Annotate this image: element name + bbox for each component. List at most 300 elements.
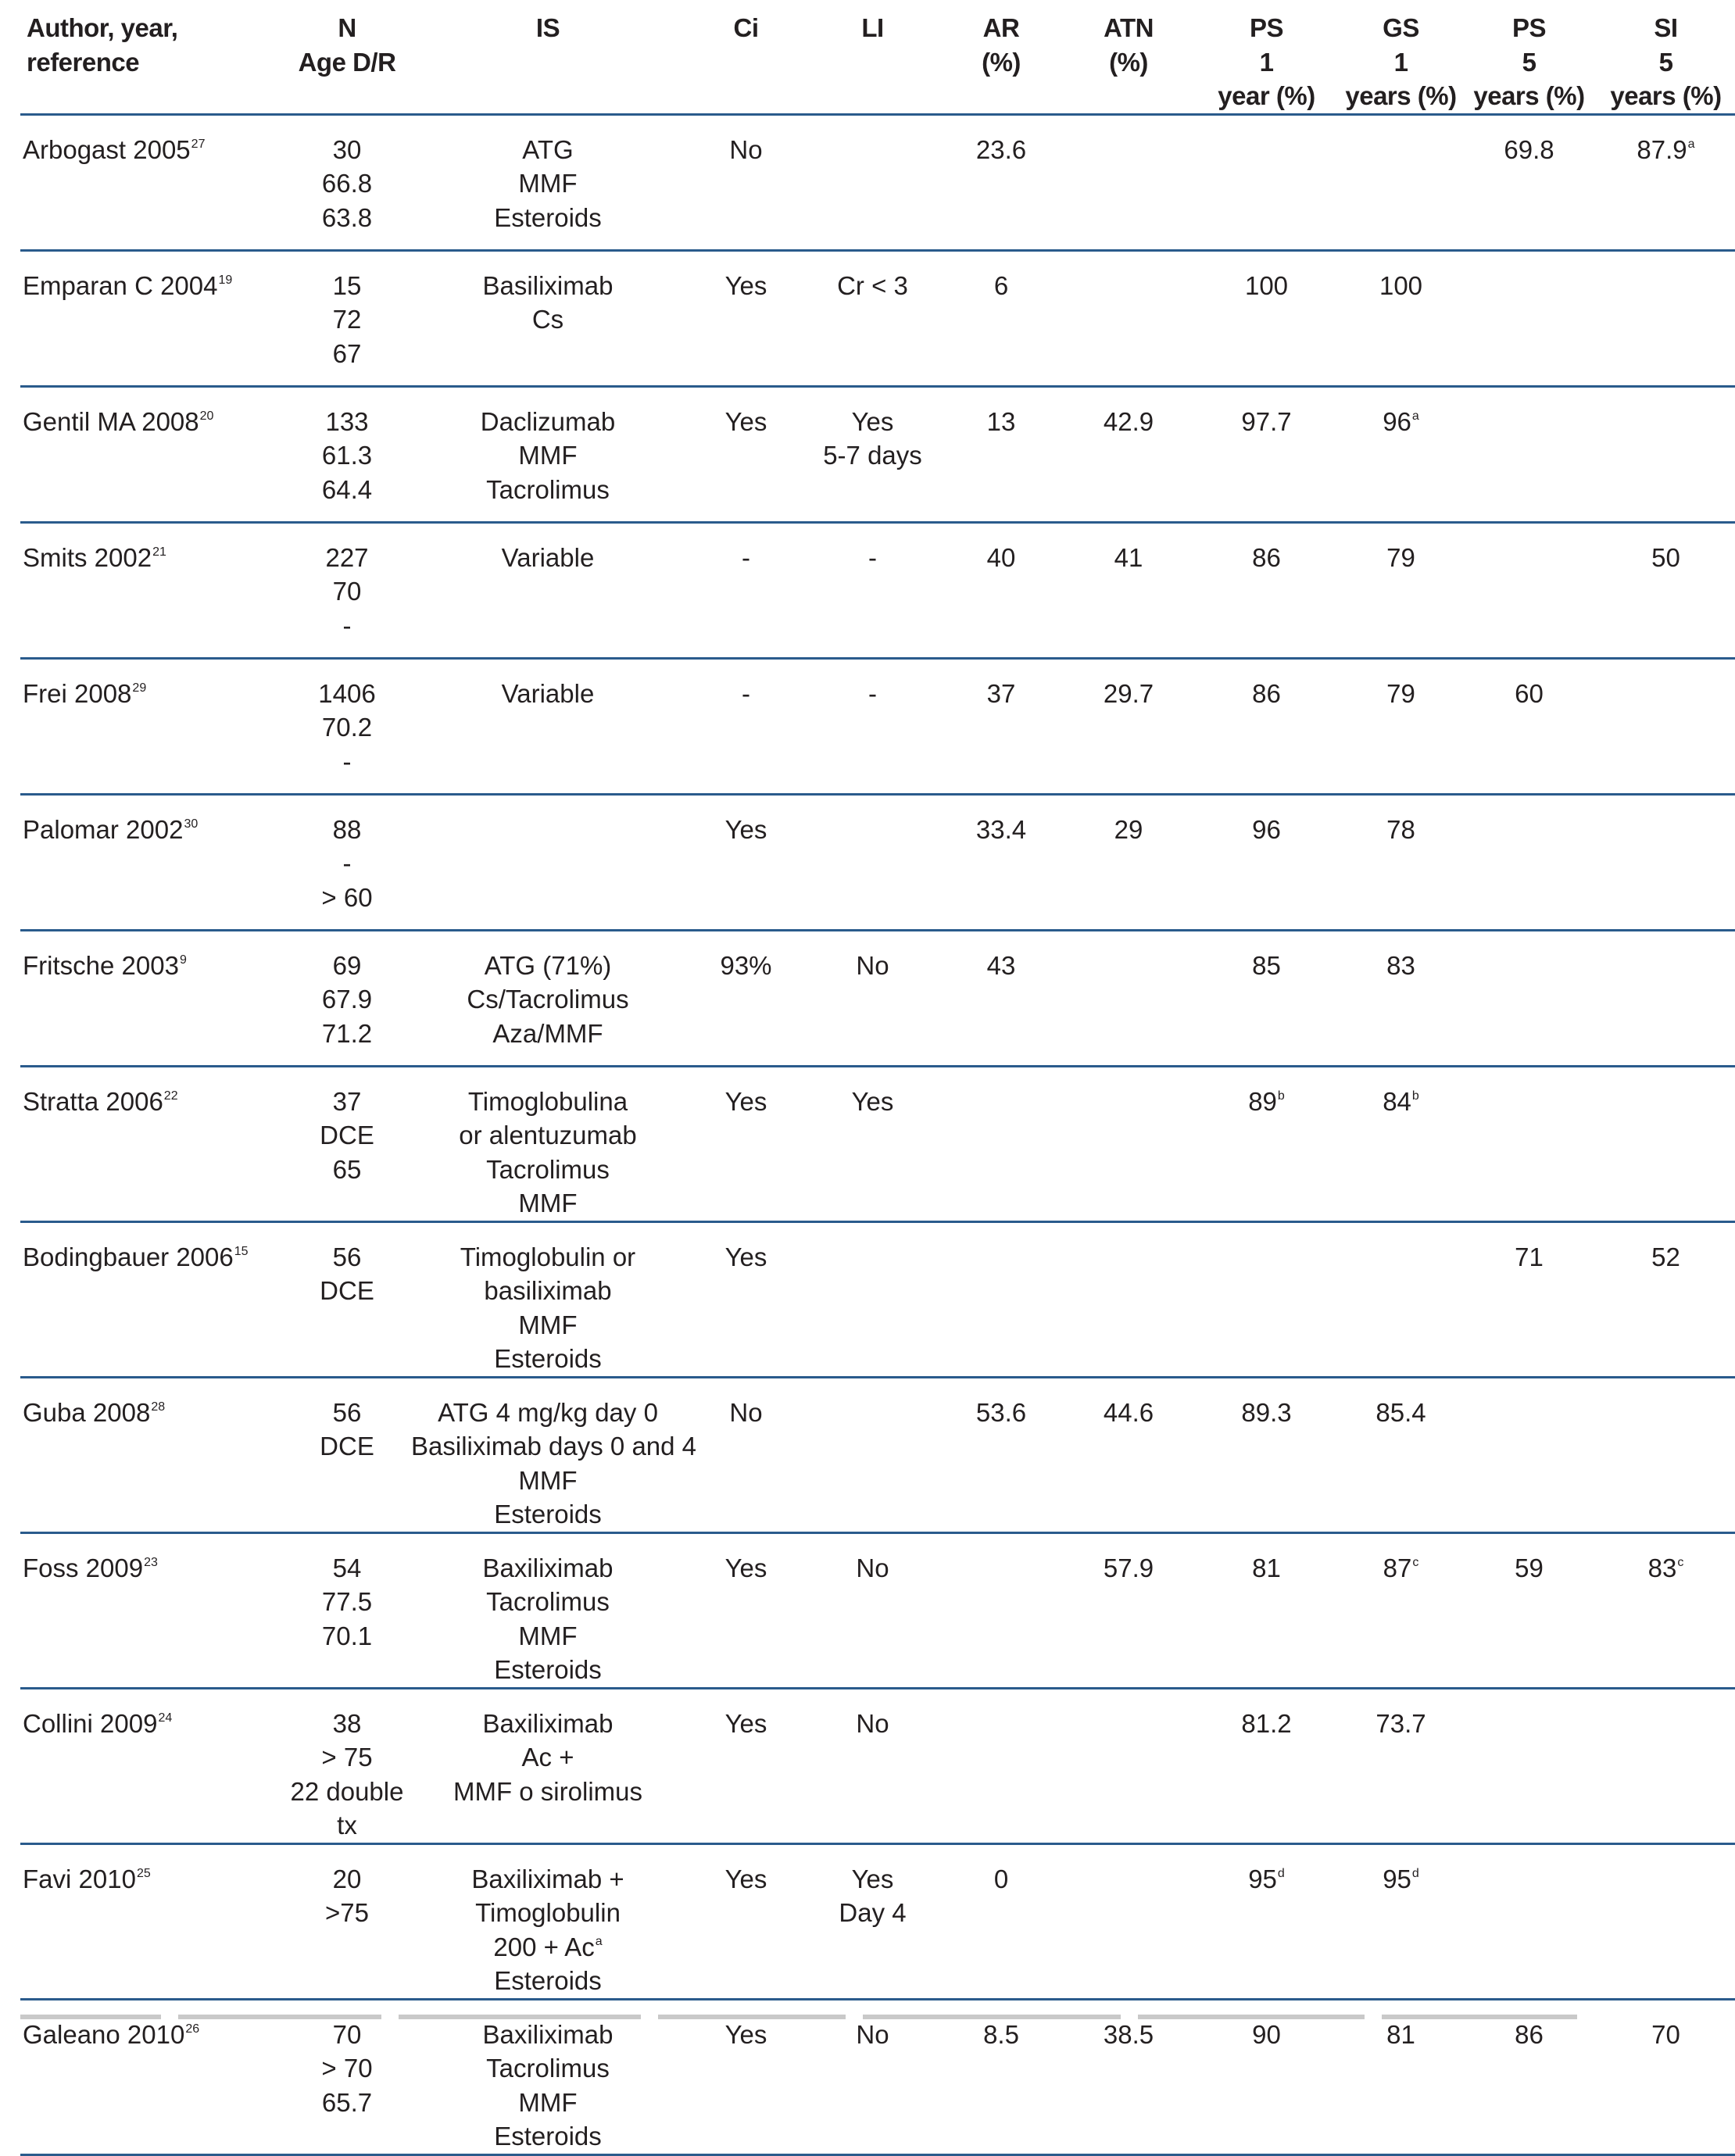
is-cell-line: Tacrolimus [486, 474, 610, 504]
is-cell [411, 1532, 685, 1688]
ps1-cell [1193, 1221, 1340, 1377]
n-age-cell-line: 37 [332, 1086, 362, 1116]
is-cell-line: ATG 4 mg/kg day 0 [438, 1397, 658, 1427]
ps5-cell [1461, 1688, 1597, 1843]
ps1-cell: 86 [1193, 658, 1340, 794]
is-cell-line: Timoglobulin [475, 1898, 621, 1927]
author-cell: Arbogast 2005$^{27}$ [20, 114, 283, 250]
is-cell-line: Esteroids [494, 1344, 602, 1373]
ar-cell: 13 [938, 386, 1064, 522]
n-age-cell [283, 522, 411, 658]
is-cell-line: Variable [501, 678, 595, 708]
table-row [20, 250, 1735, 386]
n-age-cell [283, 1843, 411, 1999]
table-row [20, 930, 1735, 1066]
ar-cell: 6 [938, 250, 1064, 386]
n-age-cell-line: 88 [332, 814, 362, 844]
header-is [411, 0, 685, 114]
si5-cell [1597, 658, 1735, 794]
is-cell-line: MMF [518, 1189, 578, 1217]
header-ci [685, 0, 807, 114]
n-age-cell [283, 114, 411, 250]
ci-cell [685, 930, 807, 1066]
author-cell: Bodingbauer 2006$^{15}$ [20, 1221, 283, 1377]
is-cell-line: MMF [518, 1621, 578, 1650]
ps5-cell [1461, 522, 1597, 658]
n-age-cell-line: 22 double [290, 1776, 404, 1806]
table-row [20, 522, 1735, 658]
atn-cell: 29 [1064, 794, 1193, 930]
ps1-cell: 81 [1193, 1532, 1340, 1688]
n-age-cell-line: 65.7 [321, 2087, 373, 2117]
header-line: ATN [1104, 13, 1154, 42]
author-cell: Stratta 2006$^{22}$ [20, 1066, 283, 1221]
atn-cell: 44.6 [1064, 1377, 1193, 1532]
ar-cell: 8.5 [938, 1999, 1064, 2154]
header-si5 [1597, 0, 1735, 114]
gs1-cell: 96$^a$ [1340, 386, 1461, 522]
li-cell-line: - [868, 678, 877, 708]
header-n-age [283, 0, 411, 114]
ar-cell [938, 1066, 1064, 1221]
si5-cell: 87.9$^a$ [1597, 114, 1735, 250]
ci-cell [685, 658, 807, 794]
ps1-cell: 97.7 [1193, 386, 1340, 522]
table-row [20, 1377, 1735, 1532]
si5-cell [1597, 250, 1735, 386]
is-cell-line: ATG [522, 134, 574, 164]
si5-cell [1597, 386, 1735, 522]
is-cell-line: Daclizumab [480, 406, 616, 436]
footnote-marker: b [1411, 1089, 1419, 1103]
header-line: reference [27, 47, 140, 77]
author-cell: Frei 2008$^{29}$ [20, 658, 283, 794]
author-cell: Smits 2002$^{21}$ [20, 522, 283, 658]
li-cell [807, 1066, 938, 1221]
ps1-cell: 89$^b$ [1193, 1066, 1340, 1221]
gs1-cell: 78 [1340, 794, 1461, 930]
gs1-cell: 73.7 [1340, 1688, 1461, 1843]
ps5-cell: 69.8 [1461, 114, 1597, 250]
n-age-cell-line: 66.8 [321, 169, 373, 198]
footnote-marker: 22 [163, 1089, 178, 1103]
ci-cell [685, 1843, 807, 1999]
table-row [20, 1221, 1735, 1377]
is-cell-line: Esteroids [494, 2122, 602, 2151]
si5-cell [1597, 1377, 1735, 1532]
header-line: SI [1654, 13, 1678, 42]
header-line: years (%) [1473, 81, 1585, 110]
li-cell [807, 386, 938, 522]
header-line: 1 [1259, 47, 1274, 77]
footnote-marker: a [595, 1934, 603, 1948]
n-age-cell-line: 56 [332, 1397, 362, 1427]
ps5-cell [1461, 794, 1597, 930]
cropped-footnote-strip [20, 2010, 1688, 2024]
is-cell [411, 1066, 685, 1221]
author-cell: Collini 2009$^{24}$ [20, 1688, 283, 1843]
is-cell-line: Basiliximab [482, 270, 614, 300]
is-cell-line: MMF [518, 2087, 578, 2117]
si5-cell: 83$^c$ [1597, 1532, 1735, 1688]
n-age-cell-line: 227 [325, 542, 369, 572]
n-age-cell [283, 1066, 411, 1221]
li-cell-line: No [856, 2019, 889, 2049]
footnote-marker: 29 [132, 681, 147, 695]
header-row [20, 0, 1735, 114]
header-line: Age D/R [298, 47, 396, 77]
header-atn [1064, 0, 1193, 114]
n-age-cell [283, 250, 411, 386]
header-line: (%) [982, 47, 1021, 77]
ci-cell [685, 1688, 807, 1843]
author-cell: Guba 2008$^{28}$ [20, 1377, 283, 1532]
ci-cell-line: No [729, 134, 763, 164]
is-cell-line: Basiliximab days 0 and 4 [411, 1432, 697, 1461]
ps1-cell: 85 [1193, 930, 1340, 1066]
is-cell-line: Baxiliximab + [471, 1864, 624, 1893]
ci-cell-line: - [742, 542, 750, 572]
footnote-marker: d [1411, 1866, 1419, 1880]
n-age-cell [283, 930, 411, 1066]
n-age-cell-line: 38 [332, 1708, 362, 1738]
ps1-cell [1193, 114, 1340, 250]
si5-cell: 52 [1597, 1221, 1735, 1377]
footnote-marker: 20 [199, 409, 214, 423]
ci-cell-line: Yes [724, 270, 767, 300]
ps5-cell [1461, 250, 1597, 386]
n-age-cell-line: 56 [332, 1242, 362, 1271]
author-cell: Gentil MA 2008$^{20}$ [20, 386, 283, 522]
footnote-marker: 27 [191, 137, 206, 151]
ar-cell: 33.4 [938, 794, 1064, 930]
is-cell-line: ATG (71%) [484, 950, 612, 980]
ps1-cell: 96 [1193, 794, 1340, 930]
is-cell-line: Aza/MMF [492, 1018, 603, 1048]
header-line: Ci [733, 13, 759, 42]
n-age-cell-line: 70 [332, 577, 362, 606]
atn-cell [1064, 1066, 1193, 1221]
n-age-cell [283, 1221, 411, 1377]
is-cell-line: Variable [501, 542, 595, 572]
ar-cell: 43 [938, 930, 1064, 1066]
is-cell-line: Esteroids [494, 1500, 602, 1529]
gs1-cell: 84$^b$ [1340, 1066, 1461, 1221]
atn-cell [1064, 1688, 1193, 1843]
n-age-cell [283, 1532, 411, 1688]
gs1-cell: 81 [1340, 1999, 1461, 2154]
footnote-marker: c [1677, 1555, 1684, 1569]
li-cell [807, 1221, 938, 1377]
footnote-marker: 26 [185, 2022, 200, 2036]
li-cell [807, 930, 938, 1066]
table-row [20, 114, 1735, 250]
header-author [20, 0, 283, 114]
ps5-cell [1461, 386, 1597, 522]
li-cell-line: Cr < 3 [837, 270, 908, 300]
header-line: 1 [1393, 47, 1408, 77]
footnote-marker: 24 [158, 1711, 173, 1725]
is-cell [411, 1221, 685, 1377]
is-cell [411, 658, 685, 794]
table-row [20, 1843, 1735, 1999]
si5-cell: 50 [1597, 522, 1735, 658]
li-cell-line: Yes [851, 406, 894, 436]
footnote-marker: d [1277, 1866, 1285, 1880]
footnote-marker: a [1687, 137, 1695, 151]
n-age-cell-line: >75 [325, 1898, 369, 1927]
table-row [20, 386, 1735, 522]
li-cell-line: 5-7 days [823, 441, 922, 470]
header-line: Author, year, [27, 13, 178, 42]
n-age-cell-line: 61.3 [321, 441, 373, 470]
ps5-cell [1461, 1066, 1597, 1221]
author-cell: Palomar 2002$^{30}$ [20, 794, 283, 930]
li-cell [807, 658, 938, 794]
header-ps1 [1193, 0, 1340, 114]
table-row [20, 1066, 1735, 1221]
si5-cell: 70 [1597, 1999, 1735, 2154]
atn-cell [1064, 114, 1193, 250]
n-age-cell-line: DCE [320, 1121, 374, 1150]
atn-cell [1064, 1221, 1193, 1377]
n-age-cell-line: 69 [332, 950, 362, 980]
footnote-marker: b [1277, 1089, 1285, 1103]
ci-cell-line: Yes [724, 1708, 767, 1738]
footnote-marker: 23 [144, 1555, 158, 1569]
li-cell [807, 114, 938, 250]
ps1-cell: 95$^d$ [1193, 1843, 1340, 1999]
gs1-cell: 79 [1340, 658, 1461, 794]
gs1-cell [1340, 1221, 1461, 1377]
li-cell [807, 1688, 938, 1843]
author-cell: Foss 2009$^{23}$ [20, 1532, 283, 1688]
gs1-cell: 95$^d$ [1340, 1843, 1461, 1999]
is-cell-line: Cs/Tacrolimus [467, 985, 629, 1014]
ci-cell-line: Yes [724, 1242, 767, 1271]
atn-cell: 41 [1064, 522, 1193, 658]
footnote-marker: 21 [152, 545, 166, 559]
gs1-cell: 83 [1340, 930, 1461, 1066]
is-cell-line: Tacrolimus [486, 2054, 610, 2083]
ps5-cell: 59 [1461, 1532, 1597, 1688]
n-age-cell [283, 794, 411, 930]
li-cell-line: Yes [851, 1086, 894, 1116]
table-body [20, 114, 1735, 2154]
atn-cell [1064, 250, 1193, 386]
si5-cell [1597, 794, 1735, 930]
is-cell-line: Timoglobulina [467, 1086, 628, 1116]
n-age-cell-line: 72 [332, 305, 362, 334]
ar-cell: 37 [938, 658, 1064, 794]
li-cell [807, 522, 938, 658]
ps1-cell: 81.2 [1193, 1688, 1340, 1843]
table-row [20, 658, 1735, 794]
ps5-cell [1461, 930, 1597, 1066]
is-cell-line: MMF [518, 169, 578, 198]
si5-cell [1597, 1066, 1735, 1221]
n-age-cell-line: 70 [332, 2019, 362, 2049]
is-cell-line: Tacrolimus [486, 1154, 610, 1184]
ps5-cell: 60 [1461, 658, 1597, 794]
table-row [20, 1688, 1735, 1843]
si5-cell [1597, 930, 1735, 1066]
ci-cell [685, 386, 807, 522]
n-age-cell-line: 70.2 [321, 713, 373, 742]
n-age-cell-line: 54 [332, 1553, 362, 1582]
header-line: 5 [1658, 47, 1673, 77]
is-cell-line: Baxiliximab [482, 1553, 614, 1582]
ci-cell [685, 1532, 807, 1688]
ar-cell: 40 [938, 522, 1064, 658]
is-cell-line: Ac + [521, 1743, 574, 1772]
is-cell-line: MMF o sirolimus [453, 1776, 642, 1806]
table-row [20, 794, 1735, 930]
footnote-marker: 15 [234, 1244, 249, 1258]
li-cell [807, 1532, 938, 1688]
si5-cell [1597, 1843, 1735, 1999]
n-age-cell [283, 386, 411, 522]
n-age-cell-line: DCE [320, 1276, 374, 1305]
ci-cell-line: No [729, 1397, 763, 1427]
ar-cell [938, 1221, 1064, 1377]
n-age-cell-line: - [342, 610, 352, 640]
gs1-cell: 85.4 [1340, 1377, 1461, 1532]
is-cell-line: basiliximab [484, 1276, 612, 1305]
n-age-cell-line: 64.4 [321, 474, 373, 504]
is-cell-line: Esteroids [494, 202, 602, 232]
n-age-cell-line: 77.5 [321, 1587, 373, 1616]
header-li [807, 0, 938, 114]
header-line: LI [861, 13, 884, 42]
footnote-marker: 25 [136, 1866, 151, 1880]
header-gs1 [1340, 0, 1461, 114]
is-cell-line: Esteroids [494, 1966, 602, 1995]
ps5-cell: 86 [1461, 1999, 1597, 2154]
footnote-marker: 9 [179, 953, 187, 967]
n-age-cell-line: > 70 [321, 2054, 373, 2083]
gs1-cell: 79 [1340, 522, 1461, 658]
header-line: year (%) [1218, 81, 1315, 110]
ps1-cell: 86 [1193, 522, 1340, 658]
is-cell-line: Timoglobulin or [460, 1242, 636, 1271]
gs1-cell: 100 [1340, 250, 1461, 386]
ci-cell-line: Yes [724, 2019, 767, 2049]
li-cell-line: No [856, 1708, 889, 1738]
footnote-marker: 30 [184, 817, 199, 831]
n-age-cell-line: tx [337, 1811, 357, 1840]
ar-cell: 23.6 [938, 114, 1064, 250]
gs1-cell [1340, 114, 1461, 250]
footnote-marker: 19 [218, 273, 233, 287]
table-row [20, 1532, 1735, 1688]
atn-cell [1064, 1843, 1193, 1999]
atn-cell: 38.5 [1064, 1999, 1193, 2154]
n-age-cell-line: 30 [332, 134, 362, 164]
footnote-marker: 28 [151, 1400, 166, 1414]
n-age-cell-line: 65 [332, 1154, 362, 1184]
ci-cell [685, 1221, 807, 1377]
n-age-cell-line: - [342, 849, 352, 878]
is-cell [411, 1688, 685, 1843]
ci-cell-line: Yes [724, 1086, 767, 1116]
atn-cell: 57.9 [1064, 1532, 1193, 1688]
li-cell-line: No [856, 950, 889, 980]
footnote-marker: c [1412, 1555, 1419, 1569]
is-cell-line: MMF [518, 1310, 578, 1339]
is-cell [411, 522, 685, 658]
li-cell-line: Yes [851, 1864, 894, 1893]
is-cell [411, 386, 685, 522]
is-cell [411, 250, 685, 386]
is-cell-line: Tacrolimus [486, 1587, 610, 1616]
header-line: AR [982, 13, 1020, 42]
ci-cell [685, 250, 807, 386]
n-age-cell-line: 20 [332, 1864, 362, 1893]
author-cell: Fritsche 2003$^9$ [20, 930, 283, 1066]
ci-cell-line: Yes [724, 1864, 767, 1893]
ar-cell [938, 1532, 1064, 1688]
li-cell [807, 250, 938, 386]
is-cell-line: $200 + Ac^a$ [493, 1932, 603, 1961]
n-age-cell-line: > 75 [321, 1743, 373, 1772]
ci-cell [685, 794, 807, 930]
header-line: 5 [1522, 47, 1536, 77]
is-cell-line: Cs [531, 305, 564, 334]
n-age-cell [283, 658, 411, 794]
n-age-cell-line: 71.2 [321, 1018, 373, 1048]
n-age-cell-line: 63.8 [321, 202, 373, 232]
header-line: years (%) [1345, 81, 1457, 110]
ci-cell [685, 522, 807, 658]
ci-cell-line: - [742, 678, 750, 708]
ps1-cell: 100 [1193, 250, 1340, 386]
ci-cell [685, 1066, 807, 1221]
author-cell: Galeano 2010$^{26}$ [20, 1999, 283, 2154]
ps1-cell: 90 [1193, 1999, 1340, 2154]
ps5-cell: 71 [1461, 1221, 1597, 1377]
li-cell-line: Day 4 [839, 1898, 907, 1927]
is-cell [411, 1843, 685, 1999]
is-cell-line: Baxiliximab [482, 2019, 614, 2049]
ar-cell [938, 1688, 1064, 1843]
n-age-cell-line: 70.1 [321, 1621, 373, 1650]
ci-cell-line: Yes [724, 1553, 767, 1582]
n-age-cell [283, 1377, 411, 1532]
author-cell: Emparan C 2004$^{19}$ [20, 250, 283, 386]
header-line: (%) [1109, 47, 1148, 77]
is-cell-line: or alentuzumab [459, 1121, 637, 1150]
n-age-cell-line: 67 [332, 338, 362, 368]
ps5-cell [1461, 1377, 1597, 1532]
author-cell: Favi 2010$^{25}$ [20, 1843, 283, 1999]
li-cell [807, 794, 938, 930]
n-age-cell-line: DCE [320, 1432, 374, 1461]
ar-cell: 0 [938, 1843, 1064, 1999]
is-cell [411, 930, 685, 1066]
n-age-cell-line: 67.9 [321, 985, 373, 1014]
ps5-cell [1461, 1843, 1597, 1999]
li-cell-line: No [856, 1553, 889, 1582]
header-line: IS [535, 13, 560, 42]
ar-cell: 53.6 [938, 1377, 1064, 1532]
li-cell-line: - [868, 542, 877, 572]
li-cell [807, 1377, 938, 1532]
ci-cell-line: Yes [724, 406, 767, 436]
n-age-cell-line: 15 [332, 270, 362, 300]
gs1-cell: 87$^c$ [1340, 1532, 1461, 1688]
ci-cell [685, 114, 807, 250]
